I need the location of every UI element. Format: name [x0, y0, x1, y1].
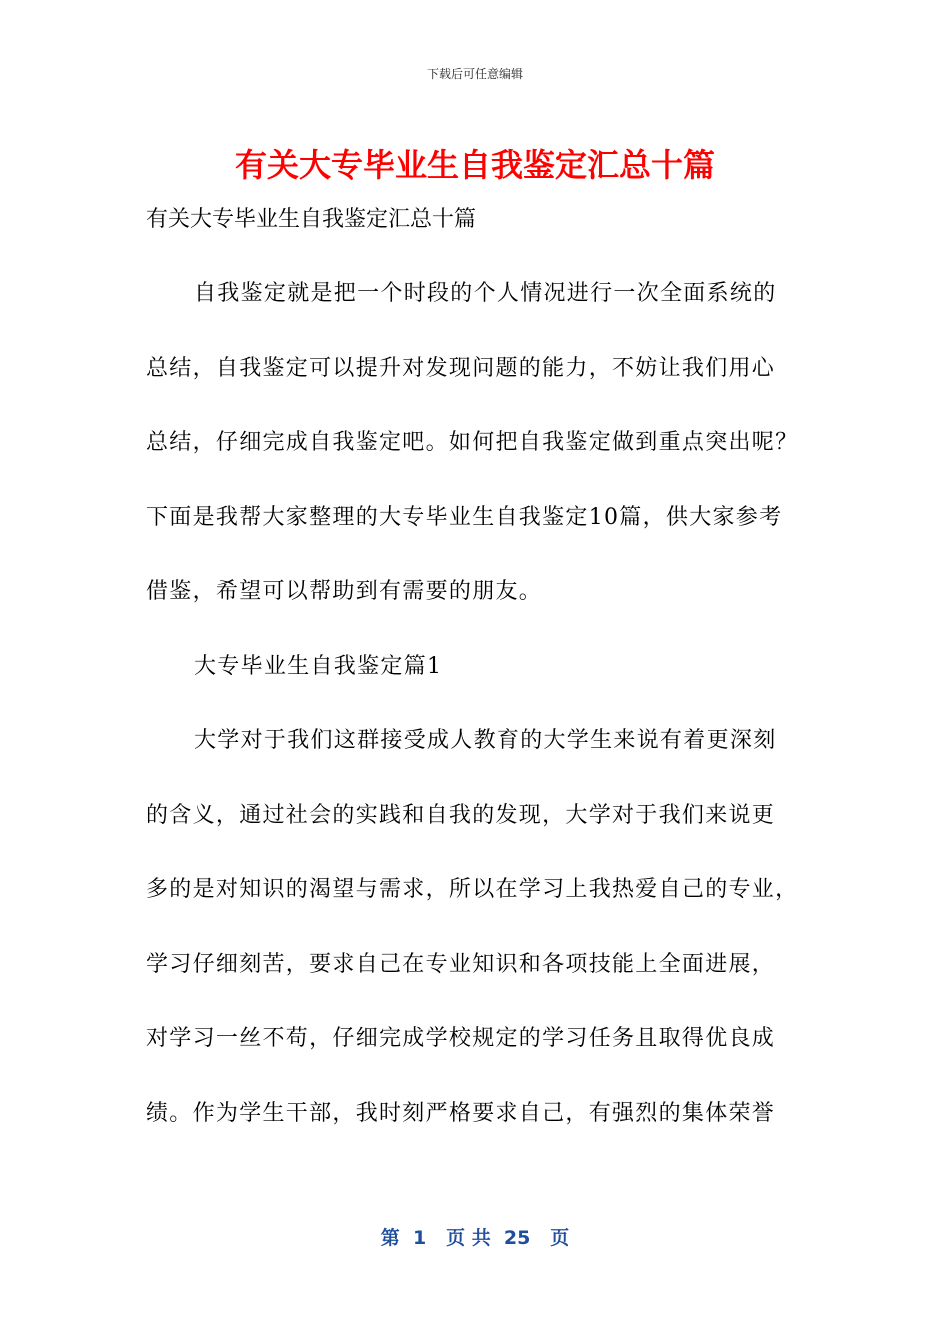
page-header: 下载后可任意编辑 — [426, 67, 523, 81]
section-heading-text: 大专毕业生自我鉴定篇1 — [194, 654, 443, 679]
document-subtitle: 有关大专毕业生自我鉴定汇总十篇 — [146, 207, 477, 232]
intro-line: 下面是我帮大家整理的大专毕业生自我鉴定10篇，供大家参考 — [146, 504, 783, 530]
body-line: 学习仔细刻苦，要求自己在专业知识和各项技能上全面进展， — [146, 951, 776, 977]
intro-line: 借鉴，希望可以帮助到有需要的朋友。 — [146, 579, 543, 604]
section-heading — [146, 630, 806, 705]
intro-line: 总结，自我鉴定可以提升对发现问题的能力，不妨让我们用心 — [146, 355, 776, 381]
body-line: 的含义，通过社会的实践和自我的发现，大学对于我们来说更 — [146, 802, 776, 828]
body-line: 对学习一丝不苟，仔细完成学校规定的学习任务且取得优良成 — [146, 1026, 776, 1051]
body-line: 大学对于我们这群接受成人教育的大学生来说有着更深刻 — [194, 728, 777, 753]
intro-line: 自我鉴定就是把一个时段的个人情况进行一次全面系统的 — [194, 281, 777, 306]
body-paragraph — [146, 704, 806, 1151]
intro-line: 总结，仔细完成自我鉴定吧。如何把自我鉴定做到重点突出呢？ — [146, 430, 799, 455]
body-line: 绩。作为学生干部，我时刻严格要求自己，有强烈的集体荣誉 — [146, 1100, 776, 1126]
page-footer: 第 1 页 共 25 页 — [380, 1227, 570, 1249]
body-line: 多的是对知识的渴望与需求，所以在学习上我热爱自己的专业， — [146, 877, 799, 902]
document-title: 有关大专毕业生自我鉴定汇总十篇 — [234, 146, 715, 184]
intro-paragraph — [146, 257, 806, 630]
